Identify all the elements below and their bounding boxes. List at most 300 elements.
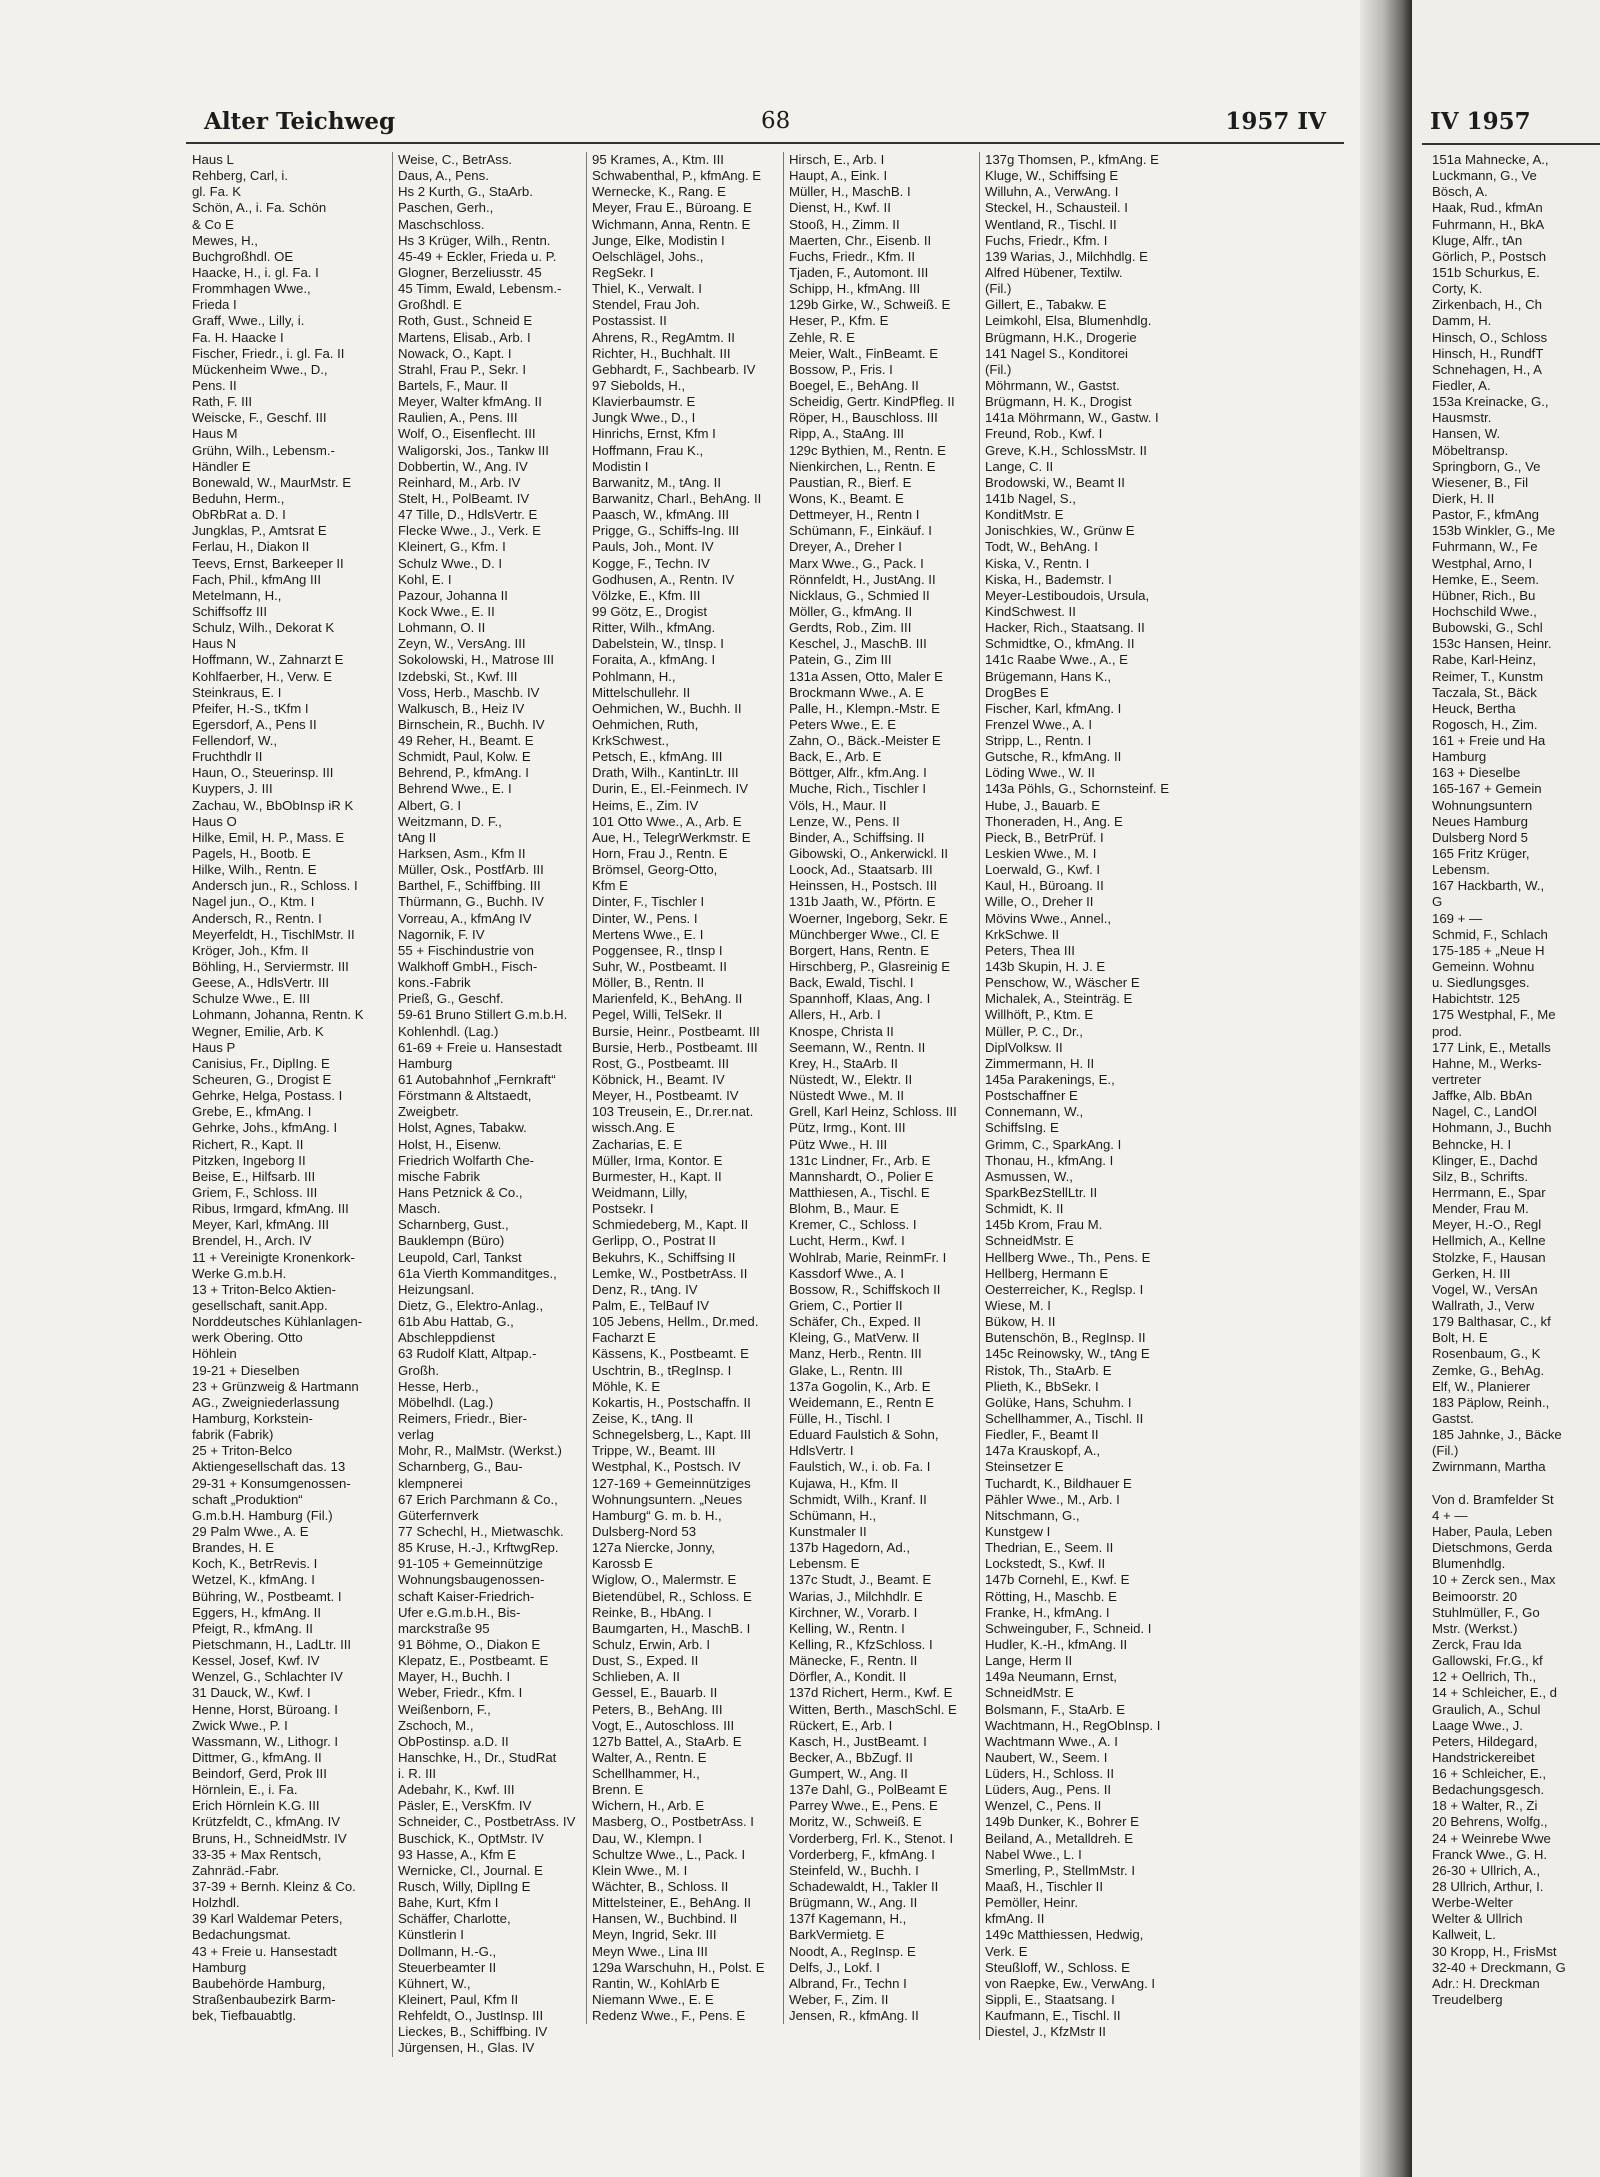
directory-entry: Pfeifer, H.-S., tKfm I: [192, 700, 309, 716]
directory-entry: Asmussen, W.,: [985, 1168, 1073, 1184]
directory-entry: Kirchner, W., Vorarb. I: [789, 1604, 918, 1620]
directory-entry: Hörnlein, E., i. Fa.: [192, 1782, 298, 1798]
directory-entry: Lebensm. E: [789, 1556, 860, 1572]
directory-entry: Gerdts, Rob., Zim. III: [789, 620, 912, 636]
book-gutter: [1360, 0, 1412, 2177]
directory-entry: Bursie, Herb., Postbeamt. III: [592, 1039, 758, 1055]
directory-entry: Seemann, W., Rentn. II: [789, 1039, 926, 1055]
directory-entry: Rost, G., Postbeamt. III: [592, 1055, 730, 1071]
directory-entry: Alfred Hübener, Textilw.: [985, 264, 1123, 280]
directory-entry: Hirsch, E., Arb. I: [789, 152, 885, 167]
directory-entry: DrogBes E: [985, 684, 1049, 700]
directory-entry: Zimmermann, H. II: [985, 1055, 1095, 1071]
directory-entry: Patein, G., Zim III: [789, 652, 892, 668]
directory-entry: Steußloff, W., Schloss. E: [985, 1959, 1130, 1975]
directory-entry: Dulsberg Nord 5: [1432, 829, 1529, 845]
directory-entry: Weber, Friedr., Kfm. I: [398, 1685, 523, 1701]
directory-entry: Zschoch, M.,: [398, 1717, 474, 1733]
directory-entry: Eduard Faulstich & Sohn,: [789, 1427, 939, 1443]
directory-entry: Bauklempn (Büro): [398, 1233, 505, 1249]
directory-entry: Röper, H., Bauschloss. III: [789, 410, 938, 426]
directory-entry: Mender, Frau M.: [1432, 1201, 1529, 1217]
directory-entry: Todt, W., BehAng. I: [985, 539, 1098, 555]
directory-entry: 175-185 + „Neue H: [1432, 942, 1545, 958]
directory-entry: 32-40 + Dreckmann, G: [1432, 1959, 1566, 1975]
directory-entry: Blumenhdlg.: [1432, 1556, 1506, 1572]
directory-entry: Kogge, F., Techn. IV: [592, 555, 710, 571]
directory-entry: schaft Kaiser-Friedrich-: [398, 1588, 535, 1604]
directory-entry: Peters, Hildegard,: [1432, 1733, 1538, 1749]
directory-entry: AG., Zweigniederlassung: [192, 1394, 340, 1410]
directory-entry: Hoffmann, W., Zahnarzt E: [192, 652, 344, 668]
directory-entry: Herrmann, E., Spar: [1432, 1185, 1546, 1200]
directory-entry: Fischer, Friedr., i. gl. Fa. II: [192, 345, 345, 361]
directory-entry: Hellberg Wwe., Th., Pens. E: [985, 1249, 1151, 1265]
directory-entry: Vorderberg, Frl. K., Stenot. I: [789, 1830, 954, 1846]
directory-entry: 49 Reher, H., Beamt. E: [398, 733, 534, 749]
directory-entry: 24 + Weinrebe Wwe: [1432, 1830, 1551, 1846]
directory-entry: 137e Dahl, G., PolBeamt E: [789, 1782, 948, 1798]
directory-entry: Kleinert, G., Kfm. I: [398, 539, 506, 555]
directory-entry: Steinfeld, W., Buchh. I: [789, 1862, 919, 1878]
directory-entry: (Fil.): [985, 281, 1012, 297]
directory-entry: Behrend Wwe., E. I: [398, 781, 512, 797]
directory-entry: 25 + Triton-Belco: [192, 1443, 293, 1459]
directory-entry: Müller, P. C., Dr.,: [985, 1023, 1083, 1039]
directory-entry: Weidemann, E., Rentn E: [789, 1394, 934, 1410]
directory-entry: Manz, Herb., Rentn. III: [789, 1346, 922, 1362]
directory-entry: Gastst.: [1432, 1410, 1474, 1426]
directory-entry: Bossow, R., Schiffskoch II: [789, 1281, 941, 1297]
directory-entry: werk Obering. Otto: [192, 1330, 303, 1346]
directory-entry: Heims, E., Zim. IV: [592, 797, 699, 813]
directory-entry: Fischer, Karl, kfmAng. I: [985, 700, 1122, 716]
directory-entry: Zemke, G., BehAg.: [1432, 1362, 1545, 1378]
directory-entry: Gerlipp, O., Postrat II: [592, 1233, 716, 1249]
directory-entry: Päsler, E., VersKfm. IV: [398, 1798, 532, 1814]
directory-entry: Corty, K.: [1432, 281, 1483, 297]
directory-entry: Barwanitz, Charl., BehAng. II: [592, 490, 762, 506]
directory-entry: Kfm E: [592, 878, 628, 894]
directory-entry: Haus L: [192, 152, 234, 167]
directory-entry: schaft „Produktion“: [192, 1491, 303, 1507]
directory-entry: Haun, O., Steuerinsp. III: [192, 765, 334, 781]
directory-entry: Böttger, Alfr., kfm.Ang. I: [789, 765, 927, 781]
directory-entry: Dinter, F., Tischler I: [592, 894, 705, 910]
directory-entry: Walkhoff GmbH., Fisch-: [398, 959, 538, 975]
directory-entry: Kleing, G., MatVerw. II: [789, 1330, 920, 1346]
directory-entry: Zeise, K., tAng. II: [592, 1410, 694, 1426]
directory-entry: Schulz, Wilh., Dekorat K: [192, 620, 335, 636]
directory-entry: KrkSchwe. II: [985, 926, 1060, 942]
directory-entry: Niemann Wwe., E. E: [592, 1992, 714, 2008]
directory-entry: Hübner, Rich., Bu: [1432, 587, 1536, 603]
directory-entry: Mannshardt, O., Polier E: [789, 1168, 934, 1184]
directory-entry: KindSchwest. II: [985, 603, 1076, 619]
directory-entry: Hansen, W., Buchbind. II: [592, 1911, 738, 1927]
directory-entry: Hellberg, Hermann E: [985, 1265, 1109, 1281]
directory-entry: Völzke, E., Kfm. III: [592, 587, 701, 603]
directory-entry: Weidmann, Lilly,: [592, 1185, 688, 1200]
directory-entry: Naubert, W., Seem. I: [985, 1749, 1108, 1765]
directory-entry: vertreter: [1432, 1072, 1482, 1088]
directory-entry: Kaul, H., Büroang. II: [985, 878, 1104, 894]
directory-entry: Mayer, H., Buchh. I: [398, 1669, 511, 1685]
directory-entry: Leupold, Carl, Tankst: [398, 1249, 522, 1265]
directory-entry: Heizungsanl.: [398, 1281, 475, 1297]
directory-entry: 137d Richert, Herm., Kwf. E: [789, 1685, 953, 1701]
directory-entry: 47 Tille, D., HdlsVertr. E: [398, 507, 538, 523]
directory-entry: Böhling, H., Serviermstr. III: [192, 959, 349, 975]
directory-entry: wissch.Ang. E: [592, 1120, 675, 1136]
directory-entry: Lüders, H., Schloss. II: [985, 1766, 1114, 1782]
directory-entry: Plieth, K., BbSekr. I: [985, 1378, 1099, 1394]
directory-entry: Griem, F., Schloss. III: [192, 1185, 318, 1200]
directory-entry: Meyer, Frau E., Büroang. E: [592, 200, 752, 216]
directory-entry: Baumgarten, H., MaschB. I: [592, 1620, 751, 1636]
directory-entry: Dabelstein, W., tInsp. I: [592, 636, 724, 652]
directory-entry: Sokolowski, H., Matrose III: [398, 652, 555, 668]
directory-entry: Haus O: [192, 813, 237, 829]
directory-entry: ObRbRat a. D. I: [192, 507, 286, 523]
directory-entry: Wichmann, Anna, Rentn. E: [592, 216, 751, 232]
directory-entry: Boegel, E., BehAng. II: [789, 377, 919, 393]
directory-entry: 129b Girke, W., Schweiß. E: [789, 297, 951, 313]
directory-entry: Nüstedt Wwe., M. II: [789, 1088, 905, 1104]
directory-entry: Kühnert, W.,: [398, 1975, 471, 1991]
directory-entry: Gerken, H. III: [1432, 1265, 1511, 1281]
directory-entry: Pähler Wwe., M., Arb. I: [985, 1491, 1120, 1507]
directory-entry: Kröger, Joh., Kfm. II: [192, 942, 309, 958]
directory-entry: Lüders, Aug., Pens. II: [985, 1782, 1112, 1798]
directory-entry: Butenschön, B., RegInsp. II: [985, 1330, 1146, 1346]
directory-entry: 20 Behrens, Wolfg.,: [1432, 1814, 1548, 1830]
directory-entry: Delfs, J., Lokf. I: [789, 1959, 880, 1975]
directory-entry: Bruns, H., SchneidMstr. IV: [192, 1830, 347, 1846]
directory-entry: 149c Matthiessen, Hedwig,: [985, 1927, 1144, 1943]
directory-entry: Schmidt, Paul, Kolw. E: [398, 749, 531, 765]
directory-entry: Burmester, H., Kapt. II: [592, 1168, 722, 1184]
directory-entry: HdlsVertr. I: [789, 1443, 854, 1459]
directory-entry: Taczala, St., Bäck: [1432, 684, 1537, 700]
directory-entry: 28 Ullrich, Arthur, I.: [1432, 1879, 1544, 1895]
page-number: 68: [761, 108, 791, 134]
directory-entry: Fiedler, F., Beamt II: [985, 1427, 1099, 1443]
directory-entry: Fa. H. Haacke I: [192, 329, 284, 345]
directory-entry: Brendel, H., Arch. IV: [192, 1233, 312, 1249]
directory-entry: 18 + Walter, R., Zi: [1432, 1798, 1538, 1814]
directory-entry: Gehrke, Johs., kfmAng. I: [192, 1120, 338, 1136]
directory-entry: Bühring, W., Postbeamt. I: [192, 1588, 342, 1604]
directory-entry: Schümann, H.,: [789, 1507, 877, 1523]
directory-entry: Zerck, Frau Ida: [1432, 1636, 1522, 1652]
directory-entry: Kallweit, L.: [1432, 1927, 1496, 1943]
directory-entry: Hilke, Emil, H. P., Mass. E: [192, 829, 345, 845]
directory-entry: 91 Böhme, O., Diakon E: [398, 1636, 541, 1652]
directory-entry: Rönnfeldt, H., JustAng. II: [789, 571, 936, 587]
directory-entry: Pens. II: [192, 377, 237, 393]
directory-entry: Andersch, R., Rentn. I: [192, 910, 322, 926]
directory-entry: Oelschlägel, Johs.,: [592, 248, 704, 264]
directory-entry: Brenn. E: [592, 1782, 644, 1798]
directory-entry: Kunstmaler II: [789, 1523, 867, 1539]
directory-entry: Heinssen, H., Postsch. III: [789, 878, 938, 894]
directory-column: [392, 152, 588, 2057]
directory-entry: Michalek, A., Steinträg. E: [985, 991, 1133, 1007]
directory-entry: Zwick Wwe., P. I: [192, 1717, 288, 1733]
directory-entry: Wassmann, W., Lithogr. I: [192, 1733, 339, 1749]
directory-entry: Möhrmann, W., Gastst.: [985, 377, 1120, 393]
directory-entry: Scharnberg, G., Bau-: [398, 1459, 523, 1475]
directory-entry: Bedachungsgesch.: [1432, 1782, 1545, 1798]
facing-page-column: [1432, 152, 1600, 2008]
directory-entry: Borgert, Hans, Rentn. E: [789, 942, 930, 958]
directory-entry: Hoffmann, Frau K.,: [592, 442, 704, 458]
directory-entry: 105 Jebens, Hellm., Dr.med.: [592, 1314, 759, 1330]
directory-entry: Harksen, Asm., Kfm II: [398, 846, 526, 862]
directory-entry: Trippe, W., Beamt. III: [592, 1443, 716, 1459]
facing-page: [1412, 0, 1600, 2177]
directory-entry: Möller, B., Rentn. II: [592, 975, 705, 991]
directory-entry: Schlieben, A. II: [592, 1669, 680, 1685]
directory-entry: Beduhn, Herm.,: [192, 490, 285, 506]
directory-entry: Modistin I: [592, 458, 649, 474]
directory-entry: Hausmstr.: [1432, 410, 1492, 426]
directory-entry: Nagel jun., O., Ktm. I: [192, 894, 315, 910]
directory-entry: 31 Dauck, W., Kwf. I: [192, 1685, 311, 1701]
directory-entry: Nitschmann, G.,: [985, 1507, 1080, 1523]
directory-entry: Beimoorstr. 20: [1432, 1588, 1518, 1604]
directory-entry: Jungk Wwe., D., I: [592, 410, 696, 426]
directory-entry: 85 Kruse, H.-J., KrftwgRep.: [398, 1540, 559, 1556]
directory-entry: Zehle, R. E: [789, 329, 855, 345]
directory-entry: Poggensee, R., tInsp I: [592, 942, 723, 958]
directory-entry: Völs, H., Maur. II: [789, 797, 887, 813]
directory-entry: Palle, H., Klempn.-Mstr. E: [789, 700, 940, 716]
directory-entry: Bolt, H. E: [1432, 1330, 1488, 1346]
directory-entry: Westphal, Arno, I: [1432, 555, 1533, 571]
directory-entry: Durin, E., El.-Feinmech. IV: [592, 781, 749, 797]
directory-entry: Pieck, B., BetrPrüf. I: [985, 829, 1104, 845]
directory-entry: [1432, 1476, 1600, 1492]
directory-entry: 167 Hackbarth, W.,: [1432, 878, 1545, 894]
directory-entry: Nowack, O., Kapt. I: [398, 345, 512, 361]
directory-entry: 131c Lindner, Fr., Arb. E: [789, 1152, 931, 1168]
directory-entry: Möbelhdl. (Lag.): [398, 1394, 494, 1410]
directory-entry: Pauls, Joh., Mont. IV: [592, 539, 714, 555]
directory-entry: Lieckes, B., Schiffbing. IV: [398, 2024, 548, 2040]
directory-entry: tAng II: [398, 829, 437, 845]
directory-entry: 29 Palm Wwe., A. E: [192, 1523, 309, 1539]
directory-entry: Franke, H., kfmAng. I: [985, 1604, 1110, 1620]
directory-entry: 147a Krauskopf, A.,: [985, 1443, 1101, 1459]
directory-entry: Kasch, H., JustBeamt. I: [789, 1733, 927, 1749]
directory-entry: Gillert, E., Tabakw. E: [985, 297, 1107, 313]
directory-entry: 141a Möhrmann, W., Gastw. I: [985, 410, 1159, 426]
directory-entry: 137b Hagedorn, Ad.,: [789, 1540, 910, 1556]
directory-entry: Maschschloss.: [398, 216, 485, 232]
directory-entry: Kremer, C., Schloss. I: [789, 1217, 917, 1233]
directory-entry: Mewes, H.,: [192, 232, 258, 248]
directory-entry: Noodt, A., RegInsp. E: [789, 1943, 916, 1959]
directory-entry: 97 Siebolds, H.,: [592, 377, 686, 393]
directory-entry: 153a Kreinacke, G.,: [1432, 394, 1549, 410]
directory-entry: Adr.: H. Dreckman: [1432, 1975, 1540, 1991]
directory-entry: Werbe-Welter: [1432, 1895, 1513, 1911]
directory-entry: Suhr, W., Postbeamt. II: [592, 959, 727, 975]
directory-entry: 163 + Dieselbe: [1432, 765, 1521, 781]
directory-entry: Abschleppdienst: [398, 1330, 495, 1346]
directory-entry: Schwabenthal, P., kfmAng. E: [592, 168, 762, 184]
directory-entry: Klepatz, E., Postbeamt. E: [398, 1653, 549, 1669]
directory-entry: Görlich, P., Postsch: [1432, 248, 1547, 264]
directory-entry: Reinhard, M., Arb. IV: [398, 474, 521, 490]
directory-entry: Binder, A., Schiffsing. II: [789, 829, 925, 845]
directory-entry: 61-69 + Freie u. Hansestadt: [398, 1039, 562, 1055]
directory-entry: Lebensm.: [1432, 862, 1490, 878]
directory-entry: Thedrian, E., Seem. II: [985, 1540, 1114, 1556]
directory-entry: Dietz, G., Elektro-Anlag.,: [398, 1297, 544, 1313]
directory-entry: Loerwald, G., Kwf. I: [985, 862, 1101, 878]
directory-entry: Adebahr, K., Kwf. III: [398, 1782, 515, 1798]
directory-entry: G.m.b.H. Hamburg (Fil.): [192, 1507, 333, 1523]
directory-entry: Schnegelsberg, L., Kapt. III: [592, 1427, 752, 1443]
directory-entry: Peters Wwe., E. E: [789, 716, 896, 732]
directory-entry: Kluge, Alfr., tAn: [1432, 232, 1523, 248]
directory-entry: 45 Timm, Ewald, Lebensm.-: [398, 281, 562, 297]
directory-entry: 143a Pöhls, G., Schornsteinf. E: [985, 781, 1169, 797]
directory-entry: 127a Niercke, Jonny,: [592, 1540, 715, 1556]
directory-entry: Fuchs, Friedr., Kfm. II: [789, 248, 916, 264]
directory-entry: Lange, Herm II: [985, 1653, 1073, 1669]
directory-entry: Franck Wwe., G. H.: [1432, 1846, 1548, 1862]
directory-entry: Steckel, H., Schausteil. I: [985, 200, 1128, 216]
directory-entry: Hinsch, H., RundfT: [1432, 345, 1544, 361]
directory-entry: 127b Battel, A., StaArb. E: [592, 1733, 742, 1749]
directory-entry: Schneider, C., PostbetrAss. IV: [398, 1814, 576, 1830]
directory-entry: 183 Päplow, Reinh.,: [1432, 1394, 1550, 1410]
directory-entry: Schön, A., i. Fa. Schön: [192, 200, 327, 216]
directory-entry: Handstrickereibet: [1432, 1749, 1535, 1765]
directory-entry: & Co E: [192, 216, 234, 232]
directory-entry: 151a Mahnecke, A.,: [1432, 152, 1549, 167]
directory-entry: Wetzel, K., kfmAng. I: [192, 1572, 315, 1588]
directory-entry: Hamburg: [192, 1959, 247, 1975]
directory-entry: Walter, A., Rentn. E: [592, 1749, 707, 1765]
directory-entry: Hanschke, H., Dr., StudRat: [398, 1749, 557, 1765]
directory-entry: Flecke Wwe., J., Verk. E: [398, 523, 541, 539]
directory-entry: Großh.: [398, 1362, 440, 1378]
directory-entry: 29-31 + Konsumgenossen-: [192, 1475, 351, 1491]
directory-entry: 61a Vierth Kommanditges.,: [398, 1265, 557, 1281]
directory-entry: Kassdorf Wwe., A. I: [789, 1265, 905, 1281]
directory-entry: Drath, Wilh., KantinLtr. III: [592, 765, 739, 781]
directory-entry: Graff, Wwe., Lilly, i.: [192, 313, 305, 329]
directory-entry: Loock, Ad., Staatsarb. III: [789, 862, 933, 878]
directory-entry: SchiffsIng. E: [985, 1120, 1059, 1136]
directory-entry: BarkVermietg. E: [789, 1927, 885, 1943]
directory-entry: 23 + Grünzweig & Hartmann: [192, 1378, 359, 1394]
directory-entry: 11 + Vereinigte Kronenkork-: [192, 1249, 355, 1265]
directory-entry: Maaß, H., Tischler II: [985, 1879, 1103, 1895]
directory-entry: Damm, H.: [1432, 313, 1492, 329]
directory-entry: Frieda I: [192, 297, 237, 313]
directory-entry: 127-169 + Gemeinnütziges: [592, 1475, 751, 1491]
directory-entry: Gallowski, Fr.G., kf: [1432, 1653, 1543, 1669]
directory-entry: Metelmann, H.,: [192, 587, 282, 603]
directory-entry: Rogosch, H., Zim.: [1432, 716, 1538, 732]
directory-entry: 131b Jaath, W., Pförtn. E: [789, 894, 936, 910]
directory-entry: Pietschmann, H., LadLtr. III: [192, 1636, 352, 1652]
directory-entry: Haus M: [192, 426, 238, 442]
directory-entry: Scharnberg, Gust.,: [398, 1217, 509, 1233]
directory-entry: Pohlmann, H.,: [592, 668, 676, 684]
directory-entry: Vogel, W., VersAn: [1432, 1281, 1538, 1297]
directory-entry: Parrey Wwe., E., Pens. E: [789, 1798, 938, 1814]
directory-entry: Bietendübel, R., Schloss. E: [592, 1588, 752, 1604]
directory-entry: Bolsmann, F., StaArb. E: [985, 1701, 1125, 1717]
directory-entry: Mohr, R., MalMstr. (Werkst.): [398, 1443, 562, 1459]
directory-entry: Wolf, O., Eisenflecht. III: [398, 426, 536, 442]
directory-entry: 153b Winkler, G., Me: [1432, 523, 1556, 539]
directory-entry: Nabel Wwe., L. I: [985, 1846, 1082, 1862]
directory-entry: Brügemann, Hans K.,: [985, 668, 1112, 684]
directory-entry: Weise, C., BetrAss.: [398, 152, 513, 167]
directory-entry: 67 Erich Parchmann & Co.,: [398, 1491, 558, 1507]
directory-entry: Großhdl. E: [398, 297, 462, 313]
directory-entry: Voss, Herb., Maschb. IV: [398, 684, 540, 700]
directory-entry: 129a Warschuhn, H., Polst. E: [592, 1959, 765, 1975]
directory-entry: Schellhammer, A., Tischl. II: [985, 1410, 1144, 1426]
directory-entry: Lange, C. II: [985, 458, 1054, 474]
directory-entry: Schmid, F., Schlach: [1432, 926, 1548, 942]
directory-entry: Meyn Wwe., Lina III: [592, 1943, 708, 1959]
directory-entry: Kohlfaerber, H., Verw. E: [192, 668, 333, 684]
directory-entry: 141b Nagel, S.,: [985, 490, 1076, 506]
directory-entry: Klinger, E., Dachd: [1432, 1152, 1538, 1168]
directory-entry: Hans Petznick & Co.,: [398, 1185, 523, 1200]
directory-entry: 61 Autobahnhof „Fernkraft“: [398, 1072, 556, 1088]
directory-entry: Brömsel, Georg-Otto,: [592, 862, 718, 878]
directory-entry: Wohnungsuntern: [1432, 797, 1533, 813]
directory-entry: RegSekr. I: [592, 264, 654, 280]
directory-entry: Werke G.m.b.H.: [192, 1265, 287, 1281]
directory-entry: Penschow, W., Wäscher E: [985, 975, 1140, 991]
directory-entry: Vorreau, A., kfmAng IV: [398, 910, 532, 926]
directory-entry: Kleinert, Paul, Kfm II: [398, 1992, 519, 2008]
directory-entry: ObPostinsp. a.D. II: [398, 1733, 509, 1749]
directory-entry: 101 Otto Wwe., A., Arb. E: [592, 813, 742, 829]
directory-entry: Junge, Elke, Modistin I: [592, 232, 725, 248]
directory-entry: Meyer, Karl, kfmAng. III: [192, 1217, 330, 1233]
directory-entry: Möller, G., kfmAng. II: [789, 603, 913, 619]
directory-entry: Hesse, Herb.,: [398, 1378, 479, 1394]
directory-entry: Denz, R., tAng. IV: [592, 1281, 698, 1297]
directory-entry: Roth, Gust., Schneid E: [398, 313, 533, 329]
directory-entry: Knospe, Christa II: [789, 1023, 894, 1039]
directory-entry: Jensen, R., kfmAng. II: [789, 2008, 919, 2024]
directory-entry: Godhusen, A., Rentn. IV: [592, 571, 735, 587]
directory-entry: Petsch, E., kfmAng. III: [592, 749, 723, 765]
directory-entry: Rötting, H., Maschb. E: [985, 1588, 1117, 1604]
directory-entry: Verk. E: [985, 1943, 1028, 1959]
directory-entry: Prieß, G., Geschf.: [398, 991, 504, 1007]
directory-entry: Ferlau, H., Diakon II: [192, 539, 310, 555]
directory-entry: KonditMstr. E: [985, 507, 1064, 523]
directory-entry: 59-61 Bruno Stillert G.m.b.H.: [398, 1007, 568, 1023]
directory-entry: 149a Neumann, Ernst,: [985, 1669, 1117, 1685]
directory-entry: Hinrichs, Ernst, Kfm I: [592, 426, 716, 442]
